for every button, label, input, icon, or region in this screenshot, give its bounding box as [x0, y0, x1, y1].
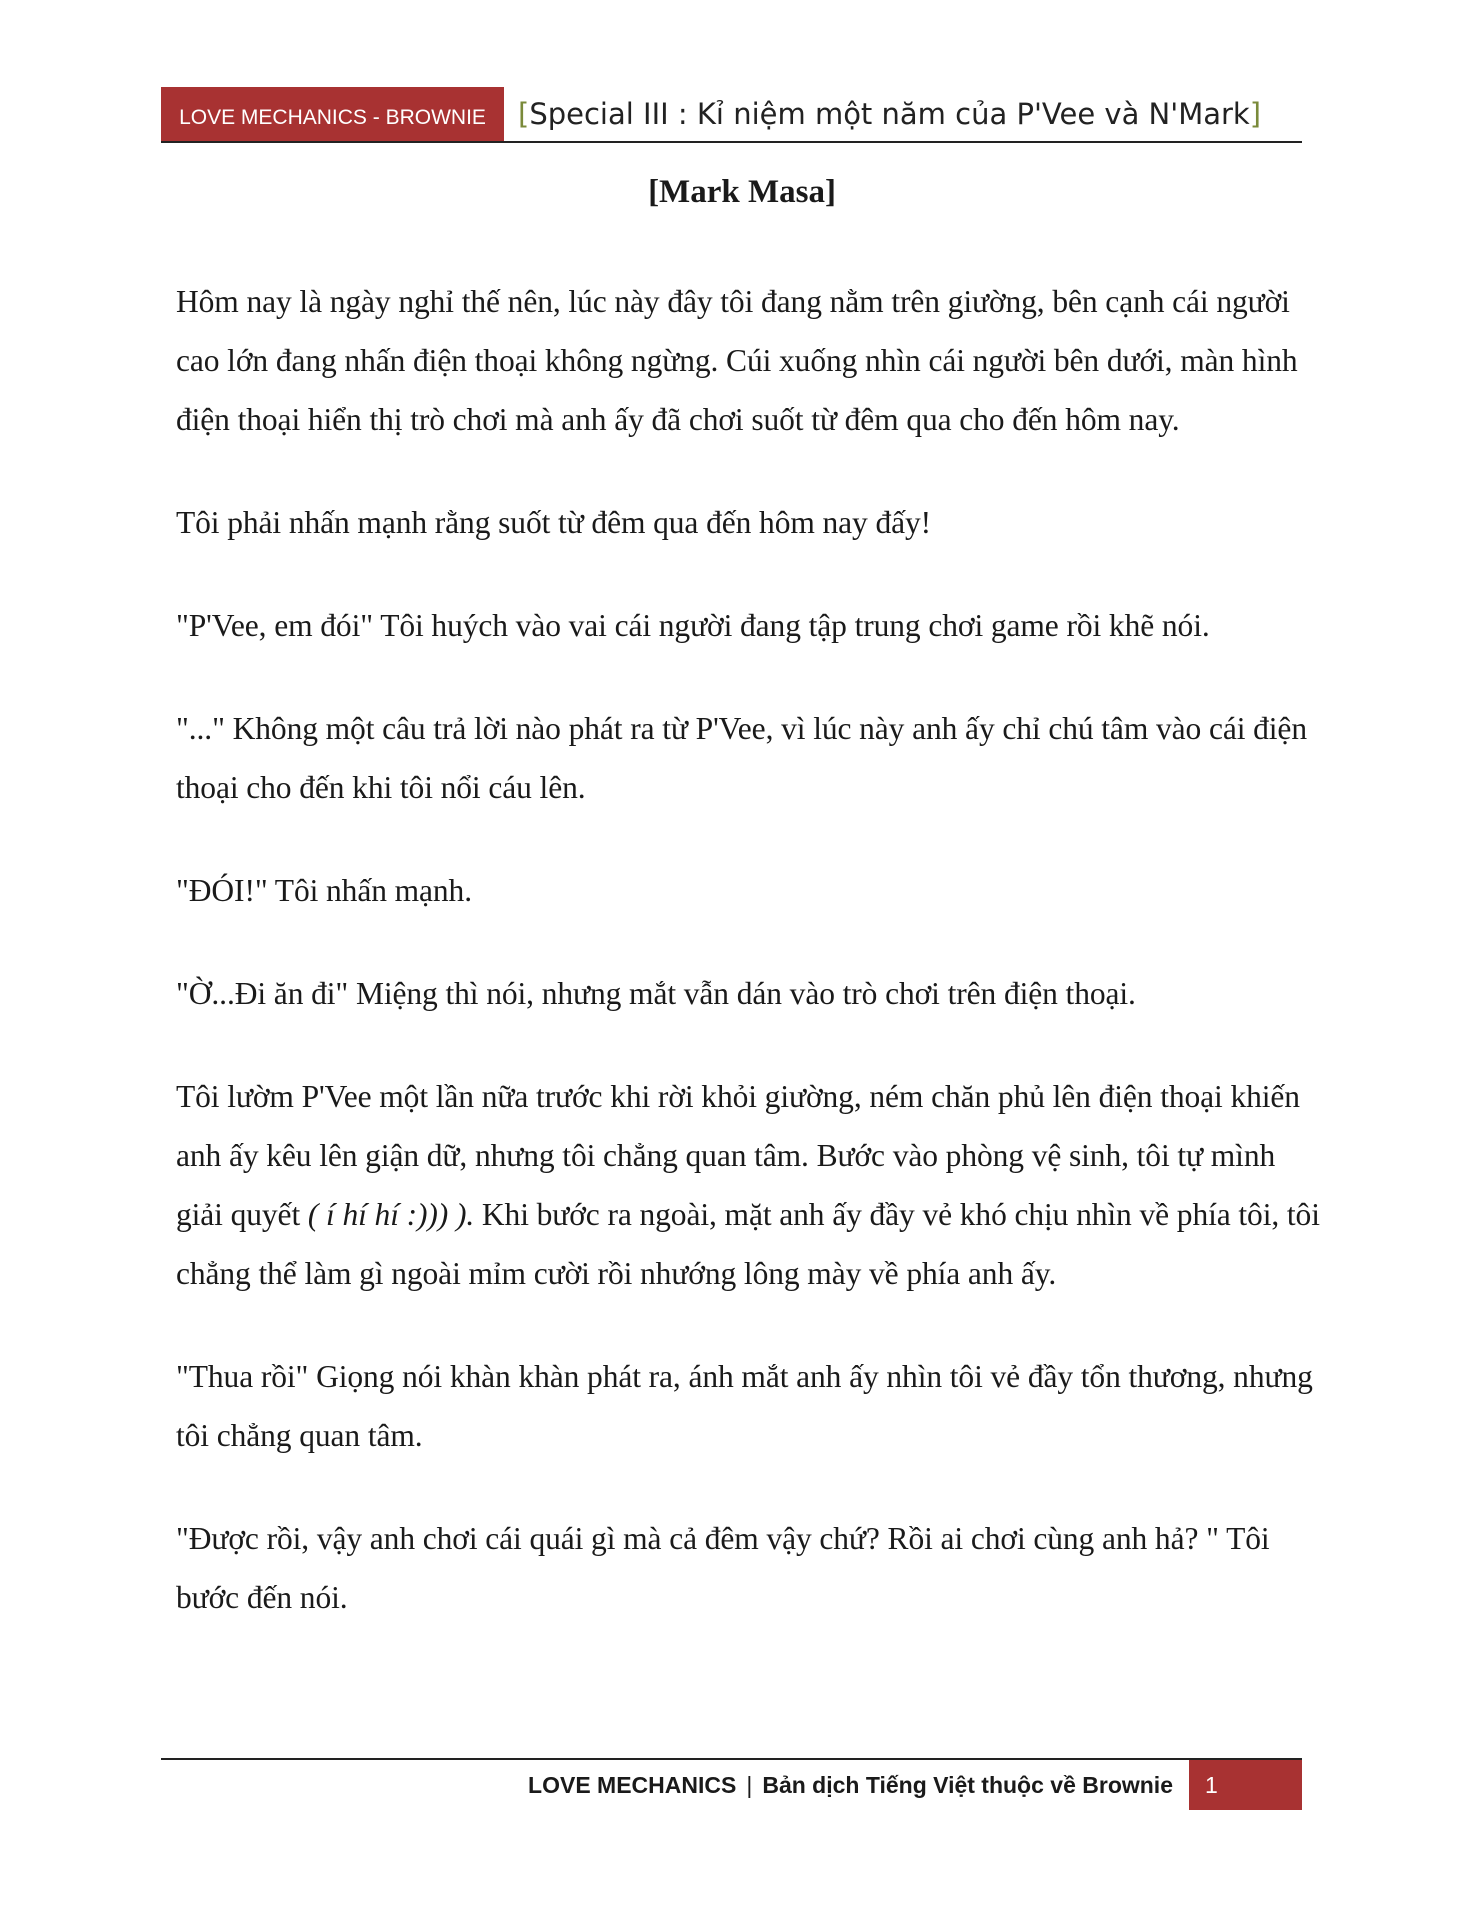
chapter-title: [Mark Masa]	[648, 174, 836, 210]
footer-book: LOVE MECHANICS	[528, 1771, 737, 1798]
header-title	[504, 87, 1261, 141]
paragraph-9: "Được rồi, vậy anh chơi cái quái gì mà cả đêm vậy chứ? Rồi ai chơi cùng anh hả? " Tôi bước đến nói.	[176, 1521, 1270, 1615]
paragraph-8: "Thua rồi" Giọng nói khàn khàn phát ra, ánh mắt anh ấy nhìn tôi vẻ đầy tổn thương, nhưng tôi chẳng quan tâm.	[176, 1359, 1313, 1453]
paragraph-2: Tôi phải nhấn mạnh rằng suốt từ đêm qua đến hôm nay đấy!	[176, 505, 932, 540]
page-number: 1	[1189, 1760, 1302, 1810]
page-body	[176, 272, 1326, 1671]
paragraph-7	[176, 1067, 1326, 1303]
paragraph-1: Hôm nay là ngày nghỉ thế nên, lúc này đây tôi đang nằm trên giường, bên cạnh cái người cao lớn đang nhấn điện thoại không ngừng. Cúi xuống nhìn cái người bên dưới, màn hình điện thoại hiển thị trò chơi mà anh ấy đã chơi suốt từ đêm qua cho đến hôm nay.	[176, 284, 1298, 437]
header-tag: LOVE MECHANICS - BROWNIE	[161, 87, 504, 141]
paragraph-4: "..." Không một câu trả lời nào phát ra từ P'Vee, vì lúc này anh ấy chỉ chú tâm vào cái điện thoại cho đến khi tôi nổi cáu lên.	[176, 711, 1307, 805]
header-bracket-open: [	[518, 97, 530, 131]
paragraph-7-italic: ( í hí hí :))) ).	[307, 1197, 475, 1232]
paragraph-3: "P'Vee, em đói" Tôi huých vào vai cái người đang tập trung chơi game rồi khẽ nói.	[176, 608, 1210, 643]
page-header	[161, 87, 1302, 143]
paragraph-7-part-a: Tôi lườm P'Vee một lần nữa trước khi rời khỏi giường, ném chăn phủ lên điện thoại khiến anh ấy kêu lên giận dữ, nhưng tôi chẳng quan tâm. Bước vào phòng vệ sinh, tôi tự mình giải quyết	[176, 1079, 1300, 1232]
header-title-text: Special III : Kỉ niệm một năm của P'Vee và N'Mark	[529, 97, 1250, 131]
paragraph-5: "ĐÓI!" Tôi nhấn mạnh.	[176, 873, 472, 908]
footer-separator: |	[746, 1771, 753, 1798]
header-bracket-close: ]	[1249, 97, 1262, 131]
paragraph-6: "Ờ...Đi ăn đi" Miệng thì nói, nhưng mắt vẫn dán vào trò chơi trên điện thoại.	[176, 976, 1136, 1011]
paragraph-7-part-b: Khi bước ra ngoài, mặt anh ấy đầy vẻ khó chịu nhìn về phía tôi, tôi chẳng thể làm gì ngoài mỉm cười rồi nhướng lông mày về phía anh ấy.	[176, 1197, 1320, 1291]
page-footer	[161, 1760, 1302, 1810]
footer-credit: Bản dịch Tiếng Việt thuộc về Brownie	[762, 1771, 1173, 1798]
